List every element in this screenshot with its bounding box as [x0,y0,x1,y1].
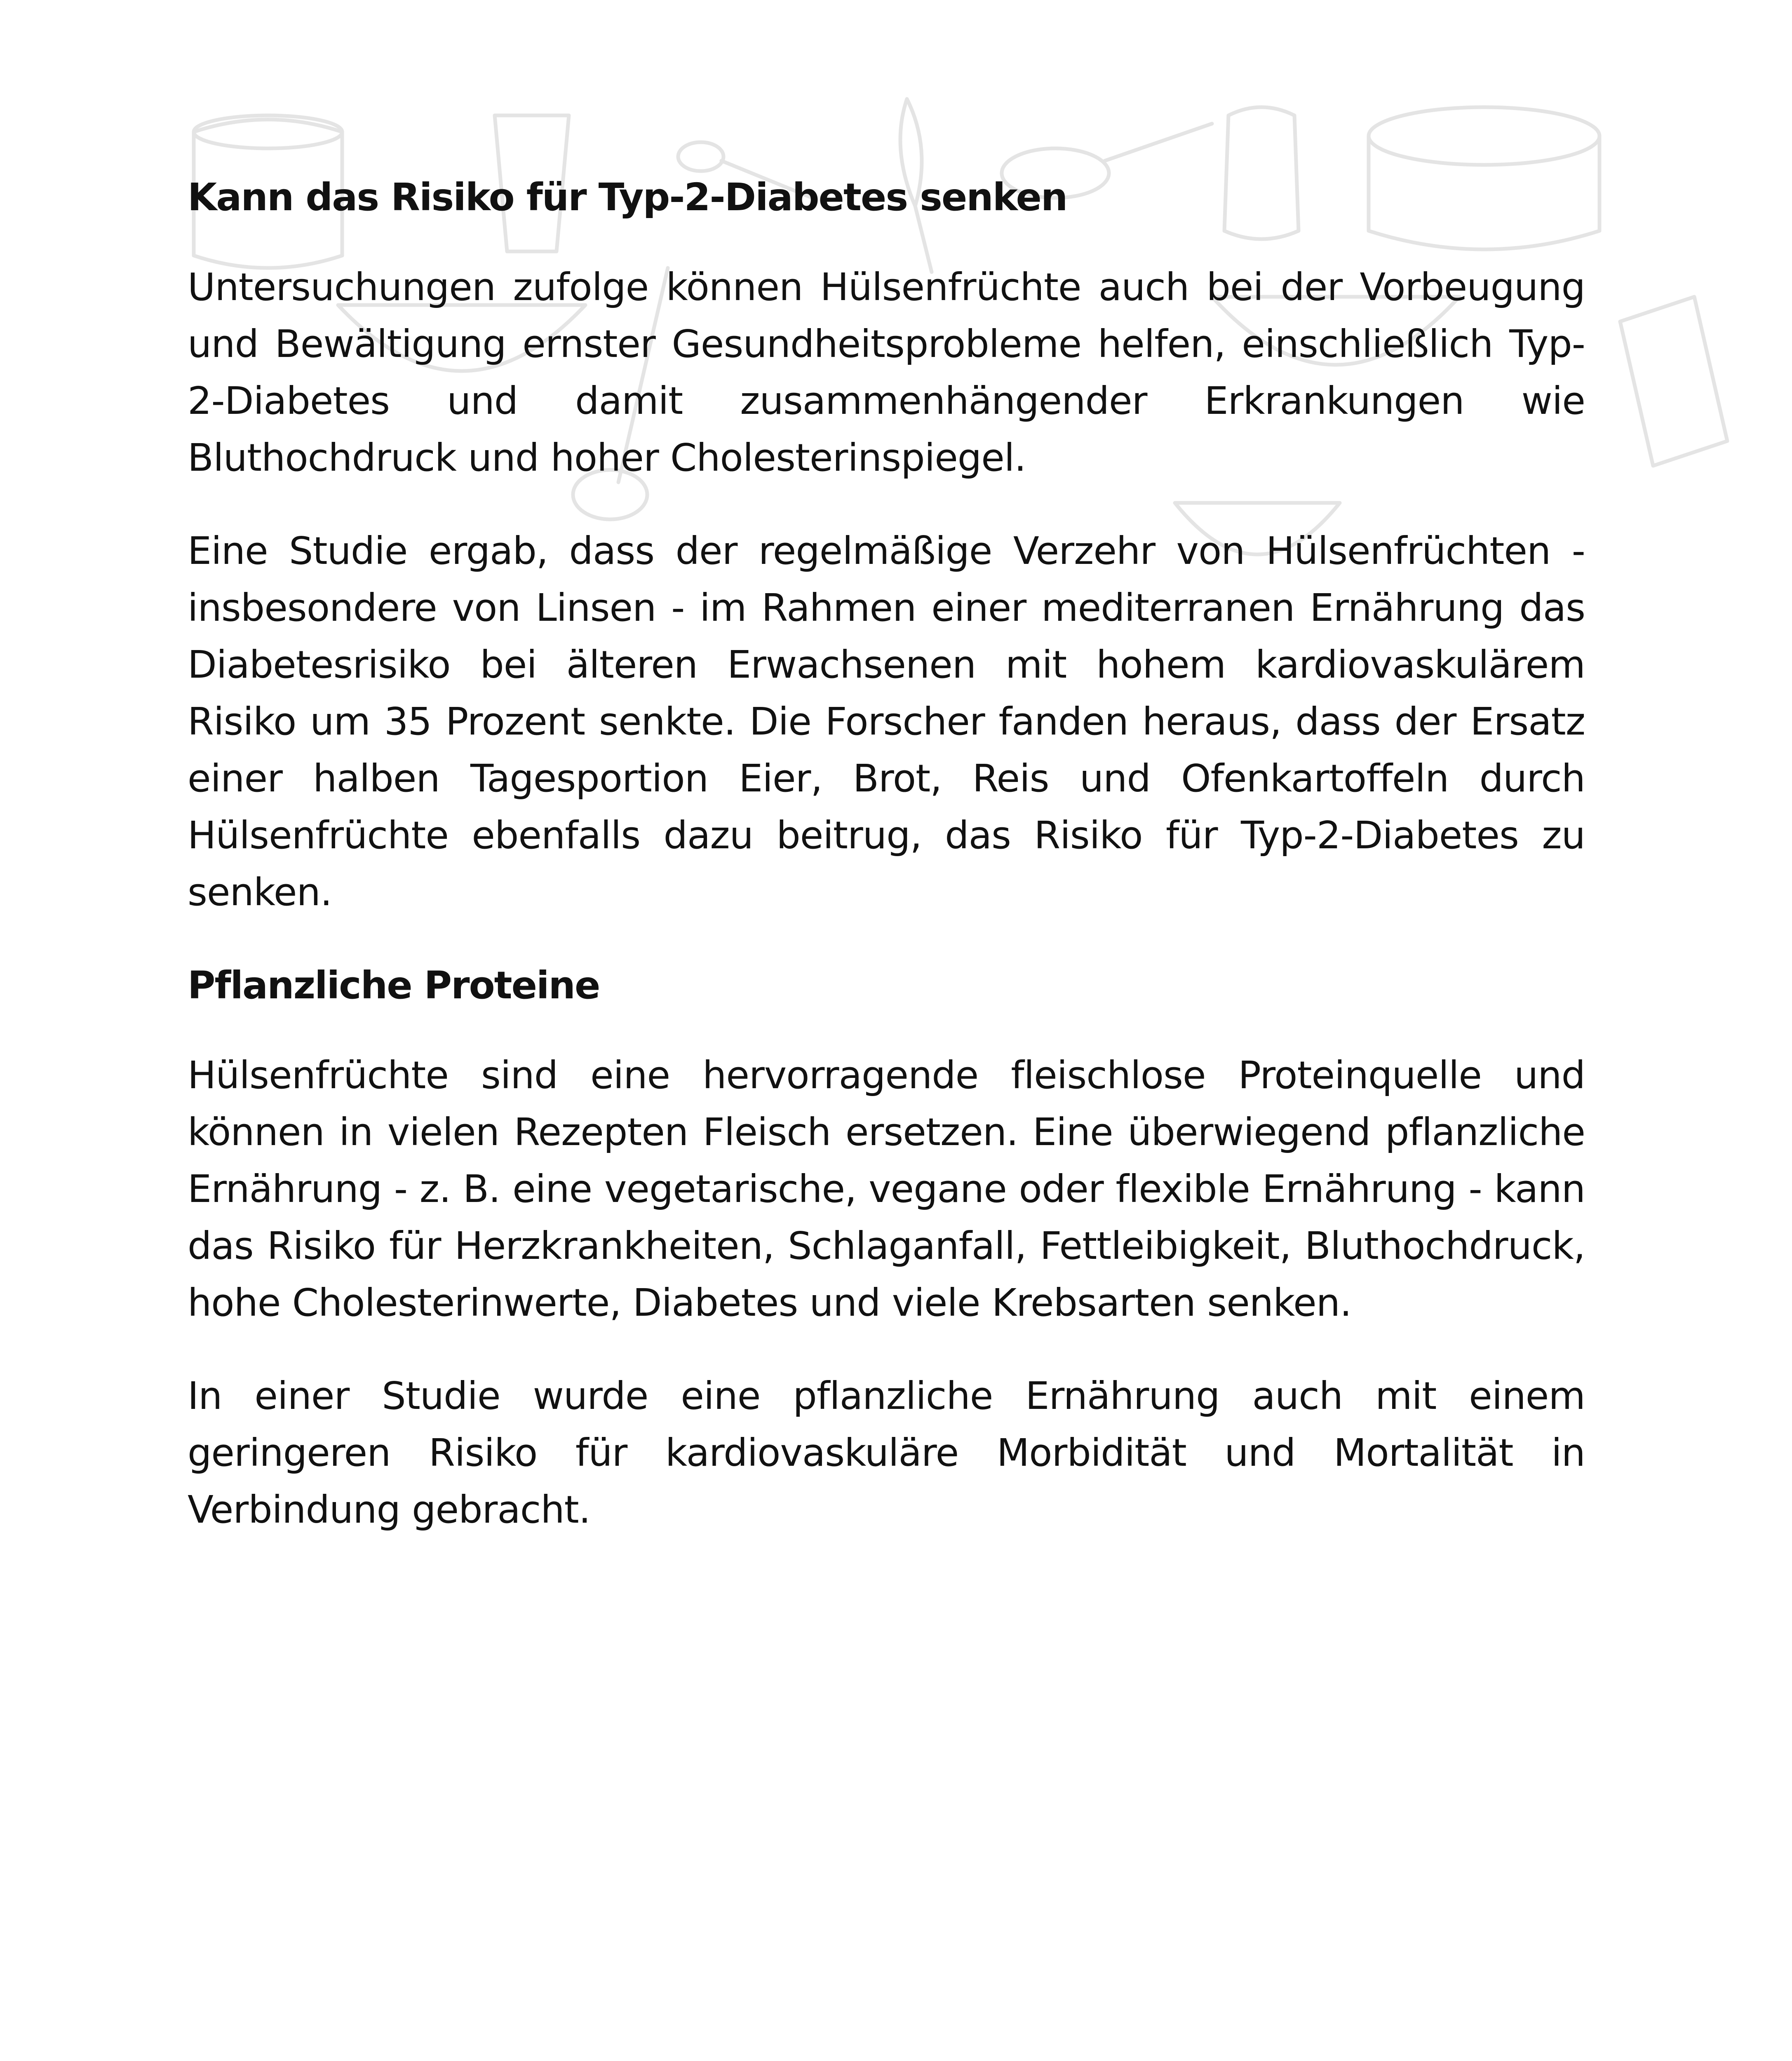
kitchen-utensils-watermark-bottom [0,2053,1792,2061]
grater-icon [1620,297,1727,466]
section-heading-plant-proteins: Pflanzliche Proteine [188,963,600,1007]
paragraph: Untersuchungen zufolge können Hülsenfrüchte auch bei der Vorbeugung und Bewältigung ernster Gesundheitsprobleme helfen, einschließlich Typ-2-Diabetes und damit zusammenhängender Erkrankungen wie Bluthochdruck und hoher Cholesterinspiegel. [188,265,1585,480]
paragraph: In einer Studie wurde eine pflanzliche Ernährung auch mit einem geringeren Risiko für kardiovaskuläre Morbidität und Mortalität in Verbindung gebracht. [188,1374,1585,1532]
paragraph: Eine Studie ergab, dass der regelmäßige Verzehr von Hülsenfrüchten - insbesondere von Linsen - im Rahmen einer mediterranen Ernährung das Diabetesrisiko bei älteren Erwachsenen mit hohem kardiovaskulärem Risiko um 35 Prozent senkte. Die Forscher fanden heraus, dass der Ersatz einer halben Tagesportion Eier, Brot, Reis und Ofenkartoffeln durch Hülsenfrüchte ebenfalls dazu beitrug, das Risiko für Typ-2-Diabetes zu senken. [188,529,1585,914]
page-content [188,169,1585,1575]
section-heading-diabetes: Kann das Risiko für Typ-2-Diabetes senken [188,175,1067,219]
paragraph: Hülsenfrüchte sind eine hervorragende fleischlose Proteinquelle und können in vielen Rezepten Fleisch ersetzen. Eine überwiegend pflanzliche Ernährung - z. B. eine vegetarische, vegane oder flexible Ernährung - kann das Risiko für Herzkrankheiten, Schlaganfall, Fettleibigkeit, Bluthochdruck, hohe Cholesterinwerte, Diabetes und viele Krebsarten senken. [188,1053,1585,1325]
